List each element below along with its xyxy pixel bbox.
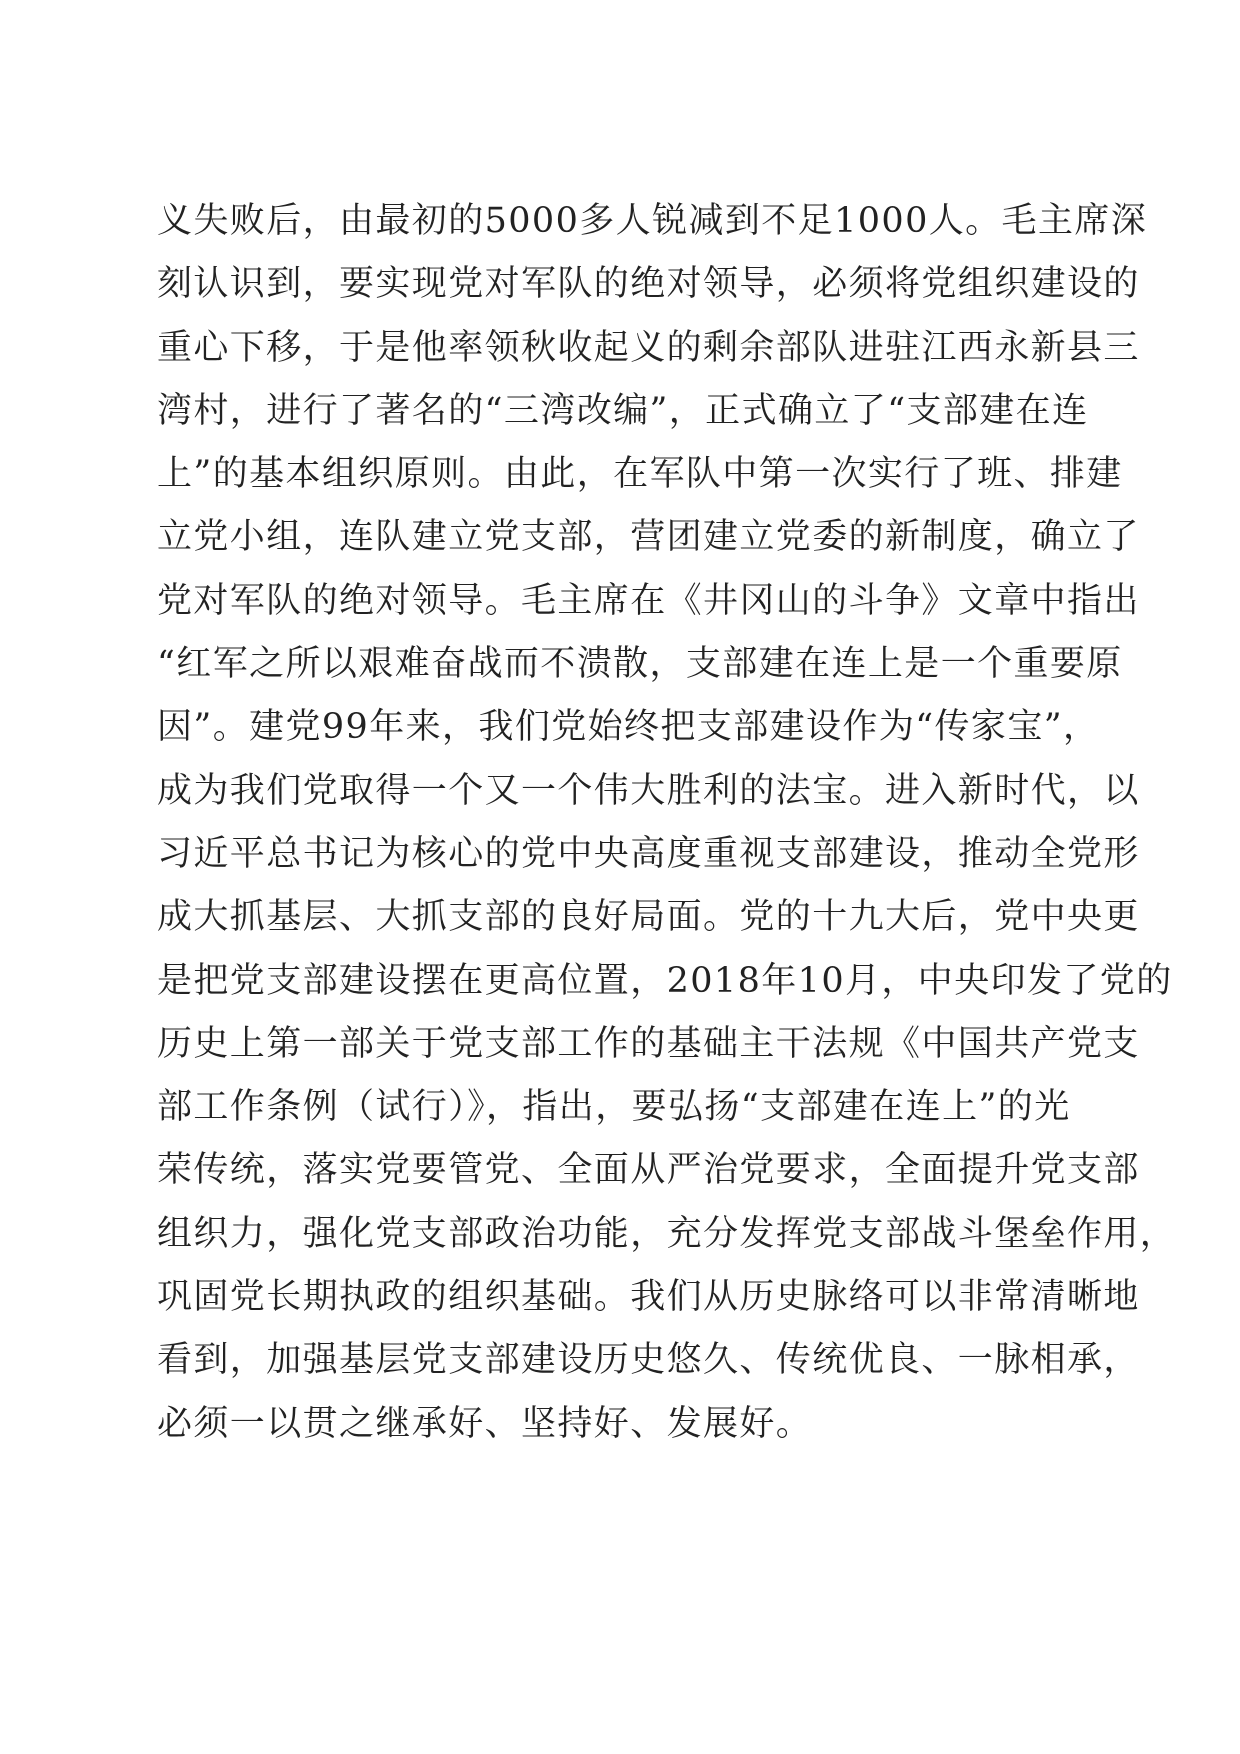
text-line: 重心下移，于是他率领秋收起义的剩余部队进驻江西永新县三 — [157, 327, 1140, 368]
text-line: 历史上第一部关于党支部工作的基础主干法规《中国共产党支 — [157, 1023, 1140, 1064]
text-line: 上”的基本组织原则。由此，在军队中第一次实行了班、排建 — [157, 454, 1123, 495]
text-line: 成大抓基层、大抓支部的良好局面。党的十九大后，党中央更 — [157, 897, 1140, 938]
text-line: 荣传统，落实党要管党、全面从严治党要求，全面提升党支部 — [157, 1150, 1140, 1191]
text-line: 因”。建党99年来，我们党始终把支部建设作为“传家宝”， — [157, 707, 1100, 748]
text-line: 看到，加强基层党支部建设历史悠久、传统优良、一脉相承， — [157, 1340, 1140, 1381]
text-line: 湾村，进行了著名的“三湾改编”，正式确立了“支部建在连 — [157, 390, 1089, 431]
text-line: 刻认识到，要实现党对军队的绝对领导，必须将党组织建设的 — [157, 264, 1140, 305]
text-line: 习近平总书记为核心的党中央高度重视支部建设，推动全党形 — [157, 833, 1140, 874]
body-paragraph — [157, 190, 1177, 1456]
text-line: 部工作条例（试行）》，指出，要弘扬“支部建在连上”的光 — [157, 1087, 1071, 1128]
text-line: “红军之所以艰难奋战而不溃散，支部建在连上是一个重要原 — [157, 644, 1123, 685]
text-line: 组织力，强化党支部政治功能，充分发挥党支部战斗堡垒作用， — [157, 1213, 1177, 1254]
text-line: 成为我们党取得一个又一个伟大胜利的法宝。进入新时代，以 — [157, 770, 1140, 811]
text-line: 是把党支部建设摆在更高位置，2018年10月，中央印发了党的 — [157, 960, 1173, 1001]
text-line: 立党小组，连队建立党支部，营团建立党委的新制度，确立了 — [157, 517, 1140, 558]
text-line: 必须一以贯之继承好、坚持好、发展好。 — [157, 1403, 813, 1444]
text-line: 巩固党长期执政的组织基础。我们从历史脉络可以非常清晰地 — [157, 1277, 1140, 1318]
text-line: 义失败后，由最初的5000多人锐减到不足1000人。毛主席深 — [157, 201, 1148, 241]
text-line: 党对军队的绝对领导。毛主席在《井冈山的斗争》文章中指出 — [157, 580, 1140, 621]
